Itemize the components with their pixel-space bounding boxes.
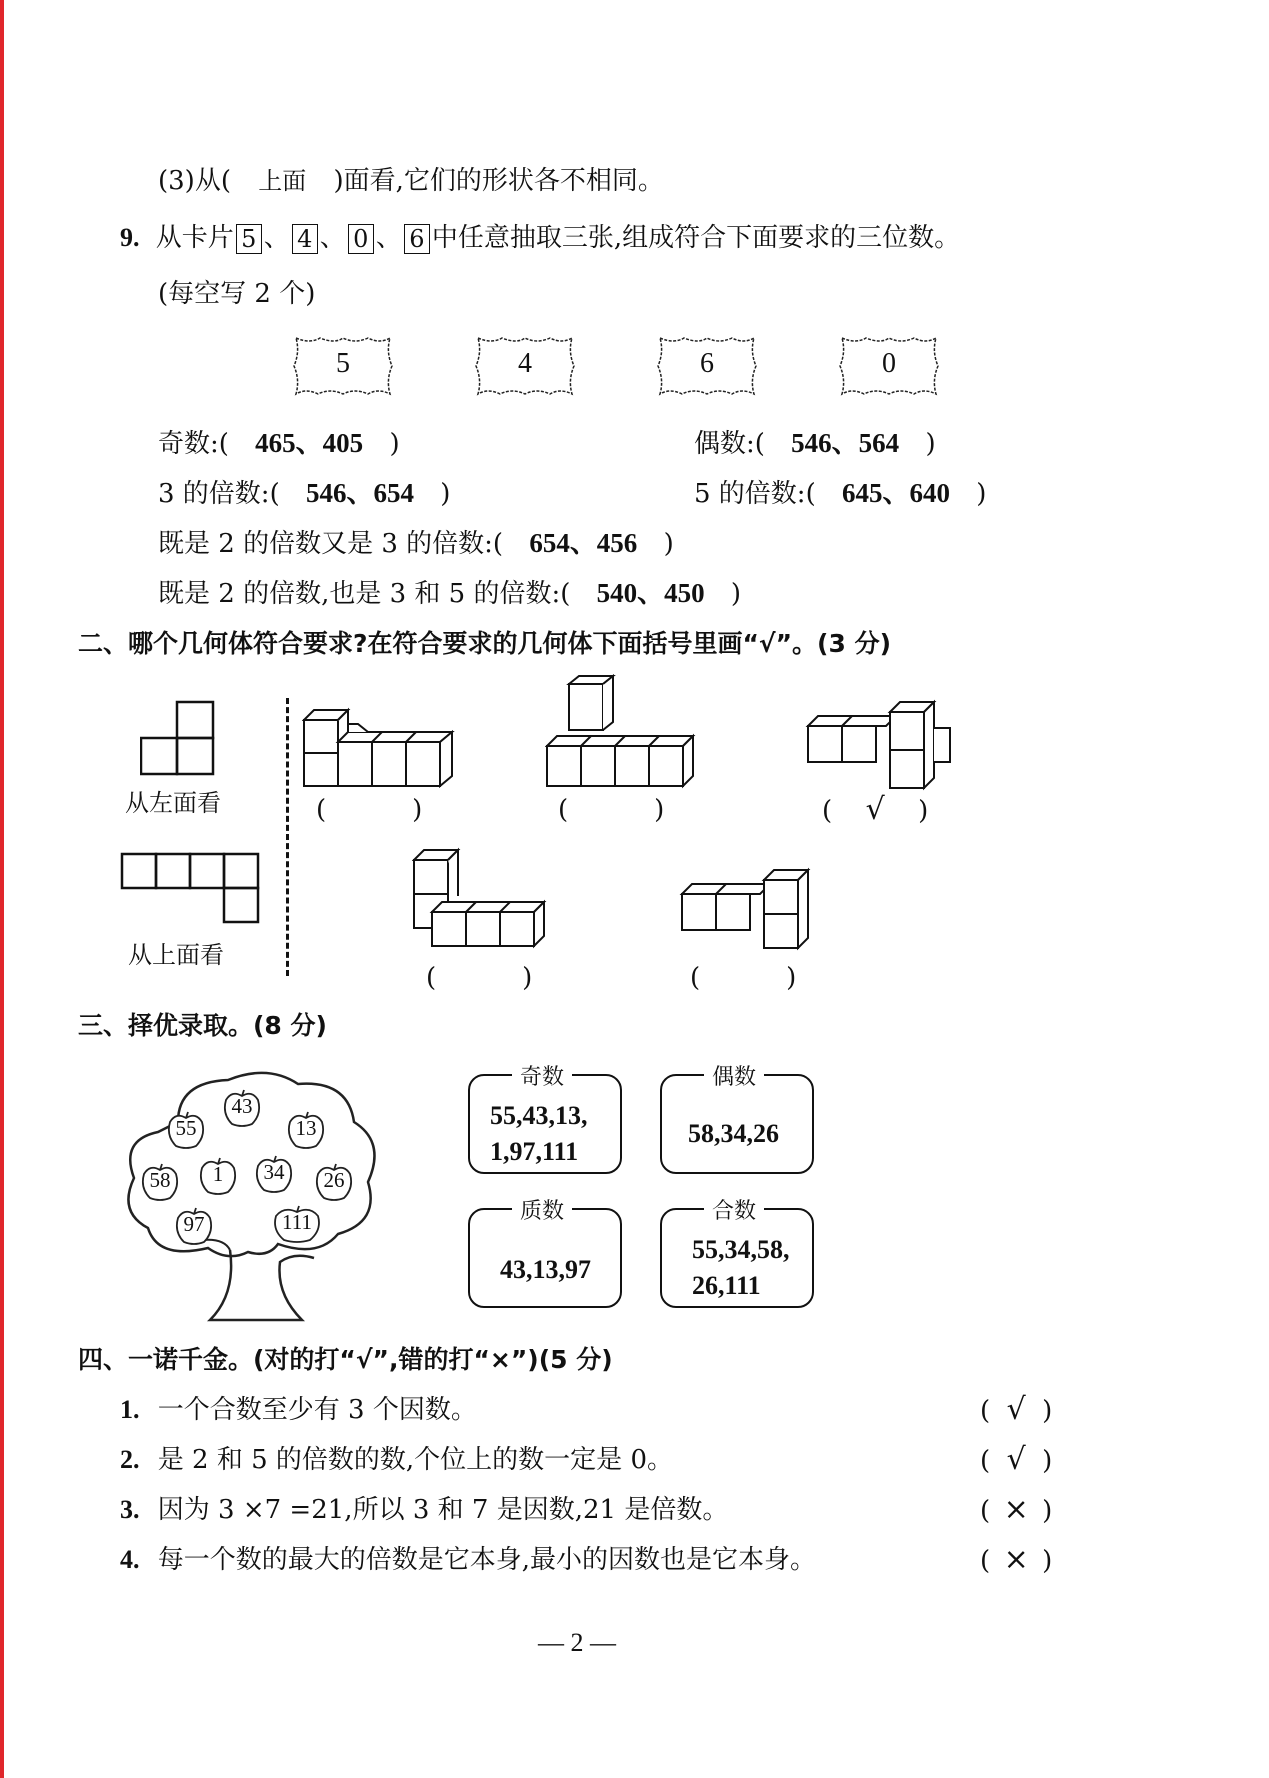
- item-number: 1.: [120, 1395, 140, 1424]
- odd-box: [468, 1065, 622, 1174]
- apple: [174, 1206, 214, 1250]
- top-view-icon: [120, 852, 270, 932]
- mult5-label: 5 的倍数:(: [694, 479, 816, 509]
- solid-a-icon: [302, 690, 472, 800]
- apple: [254, 1154, 294, 1198]
- bracket-open: (: [426, 963, 437, 993]
- composite-box-line1: 55,34,58,: [692, 1235, 790, 1264]
- answer-bracket-b: [558, 794, 664, 826]
- odd-answer: 465、405: [255, 428, 364, 458]
- judge-answer-2: [980, 1444, 1052, 1477]
- odd-box-line1: 55,43,13,: [490, 1101, 588, 1130]
- apple-value: 34: [263, 1160, 285, 1184]
- q9-text-a: 从卡片: [155, 223, 234, 253]
- bracket-open: (: [980, 1446, 991, 1476]
- number-card: [654, 334, 760, 398]
- answer-bracket-e: [690, 962, 796, 994]
- inline-card: 6: [404, 224, 430, 254]
- even-box: [660, 1065, 814, 1174]
- mult23-answer: 654、456: [529, 528, 638, 558]
- separator: 、: [263, 223, 290, 253]
- bracket-close: ): [1042, 1546, 1053, 1576]
- bracket-close: ): [654, 795, 665, 825]
- bracket-close: ): [730, 579, 742, 609]
- separator: 、: [319, 223, 346, 253]
- separator: 、: [375, 223, 402, 253]
- section3-title: 三、择优录取。(8 分): [78, 1011, 327, 1040]
- odd-label: 奇数:(: [158, 429, 229, 459]
- item-answer: √: [1006, 1442, 1026, 1477]
- apple: [166, 1110, 206, 1154]
- bracket-close: ): [522, 963, 533, 993]
- page-number: — 2 —: [538, 1628, 616, 1657]
- bracket-open: (: [980, 1546, 991, 1576]
- solid-b-icon: [545, 674, 715, 794]
- section2-title: 二、哪个几何体符合要求?在符合要求的几何体下面括号里画“√”。(3 分): [78, 629, 891, 658]
- judge-answer-3: [980, 1494, 1052, 1527]
- q8-part3-prefix: (3)从(: [158, 166, 231, 196]
- item-text: 因为 3 ×7 =21,所以 3 和 7 是因数,21 是倍数。: [157, 1495, 729, 1525]
- apple: [198, 1156, 238, 1200]
- card-value: 0: [882, 348, 896, 379]
- item-number: 4.: [120, 1545, 140, 1574]
- even-answer: 546、564: [791, 428, 900, 458]
- card-value: 5: [336, 348, 350, 379]
- bracket-open: (: [690, 963, 701, 993]
- apple: [286, 1110, 326, 1154]
- number-card: [472, 334, 578, 398]
- mult23-row: [158, 527, 674, 560]
- prime-box-line1: 43,13,97: [500, 1255, 591, 1284]
- item-answer: ×: [1003, 1492, 1029, 1527]
- item-text: 是 2 和 5 的倍数的数,个位上的数一定是 0。: [157, 1445, 673, 1475]
- solid-c-icon: [800, 688, 970, 798]
- apple-value: 58: [149, 1168, 171, 1192]
- item-number: 3.: [120, 1495, 140, 1524]
- q9-number: 9.: [120, 223, 140, 252]
- number-card: [290, 334, 396, 398]
- prime-box-title: 质数: [512, 1194, 572, 1225]
- item-number: 2.: [120, 1445, 140, 1474]
- apple: [272, 1204, 322, 1248]
- mult3-row: [158, 477, 450, 510]
- page-edge-line: [0, 0, 4, 1778]
- even-box-title: 偶数: [704, 1060, 764, 1091]
- inline-card: 0: [348, 224, 374, 254]
- bracket-open: (: [980, 1396, 991, 1426]
- mult3-label: 3 的倍数:(: [158, 479, 280, 509]
- bracket-close: ): [925, 429, 936, 459]
- apple-value: 97: [183, 1212, 205, 1236]
- mult3-answer: 546、654: [305, 478, 414, 508]
- apple: [222, 1088, 262, 1132]
- bracket-close: ): [786, 963, 797, 993]
- judge-item-4: [120, 1544, 816, 1576]
- mult235-label: 既是 2 的倍数,也是 3 和 5 的倍数:(: [158, 579, 571, 609]
- bracket-close: ): [440, 479, 451, 509]
- odd-row: [158, 427, 400, 460]
- bracket-close: ): [1042, 1496, 1053, 1526]
- judge-item-3: [120, 1494, 728, 1526]
- composite-box-title: 合数: [704, 1194, 764, 1225]
- apple-value: 55: [175, 1116, 197, 1140]
- answer-bracket-a: [316, 794, 422, 826]
- mult23-label: 既是 2 的倍数又是 3 的倍数:(: [158, 529, 504, 559]
- judge-answer-4: [980, 1544, 1052, 1577]
- q8-part3-suffix: )面看,它们的形状各不相同。: [333, 166, 664, 196]
- card-value: 6: [700, 348, 714, 379]
- left-view-label: 从左面看: [125, 789, 221, 817]
- bracket-open: (: [822, 796, 833, 826]
- even-box-line1: 58,34,26: [688, 1119, 779, 1148]
- item-answer: ×: [1003, 1542, 1029, 1577]
- item-answer: √: [1006, 1392, 1026, 1427]
- item-text: 一个合数至少有 3 个因数。: [157, 1395, 477, 1425]
- section4-title: 四、一诺千金。(对的打“√”,错的打“×”)(5 分): [78, 1345, 613, 1374]
- mult235-row: [158, 577, 741, 610]
- q8-part3: [158, 165, 664, 197]
- mult5-row: [694, 477, 986, 510]
- even-row: [694, 427, 936, 460]
- bracket-open: (: [558, 795, 569, 825]
- answer-bracket-d: [426, 962, 532, 994]
- bracket-close: ): [389, 429, 400, 459]
- card-value: 4: [518, 348, 532, 379]
- composite-box: [660, 1199, 814, 1308]
- answer-bracket-c: [822, 794, 928, 827]
- q9-note: (每空写 2 个): [158, 279, 316, 309]
- apple-value: 26: [323, 1168, 345, 1192]
- inline-card: 5: [236, 224, 262, 254]
- apple-cluster: [118, 1062, 388, 1262]
- left-view-icon: [140, 700, 220, 776]
- even-label: 偶数:(: [694, 429, 765, 459]
- item-text: 每一个数的最大的倍数是它本身,最小的因数也是它本身。: [157, 1545, 817, 1575]
- solid-d-icon: [412, 840, 562, 960]
- apple: [140, 1162, 180, 1206]
- bracket-close: ): [976, 479, 987, 509]
- bracket-open: (: [980, 1496, 991, 1526]
- q9-question: [120, 222, 960, 254]
- apple: [314, 1162, 354, 1206]
- q9-text-b: 中任意抽取三张,组成符合下面要求的三位数。: [431, 223, 961, 253]
- prime-box: [468, 1199, 622, 1308]
- bracket-answer: √: [865, 792, 885, 827]
- bracket-close: ): [1042, 1396, 1053, 1426]
- bracket-close: ): [663, 529, 674, 559]
- apple-value: 43: [231, 1094, 253, 1118]
- mult5-answer: 645、640: [841, 478, 950, 508]
- bracket-open: (: [316, 795, 327, 825]
- apple-value: 1: [212, 1162, 224, 1186]
- solid-e-icon: [678, 858, 828, 958]
- bracket-close: ): [918, 796, 929, 826]
- composite-box-line2: 26,111: [692, 1271, 761, 1300]
- odd-box-line2: 1,97,111: [490, 1137, 579, 1166]
- judge-item-1: [120, 1394, 477, 1426]
- judge-answer-1: [980, 1394, 1052, 1427]
- divider-dashed: [286, 698, 289, 976]
- inline-card: 4: [292, 224, 318, 254]
- q8-part3-answer: 上面: [258, 167, 307, 195]
- bracket-close: ): [1042, 1446, 1053, 1476]
- odd-box-title: 奇数: [512, 1060, 572, 1091]
- apple-value: 111: [282, 1210, 312, 1234]
- top-view-label: 从上面看: [128, 941, 224, 969]
- number-card: [836, 334, 942, 398]
- mult235-answer: 540、450: [596, 578, 705, 608]
- bracket-close: ): [412, 795, 423, 825]
- apple-value: 13: [295, 1116, 317, 1140]
- judge-item-2: [120, 1444, 673, 1476]
